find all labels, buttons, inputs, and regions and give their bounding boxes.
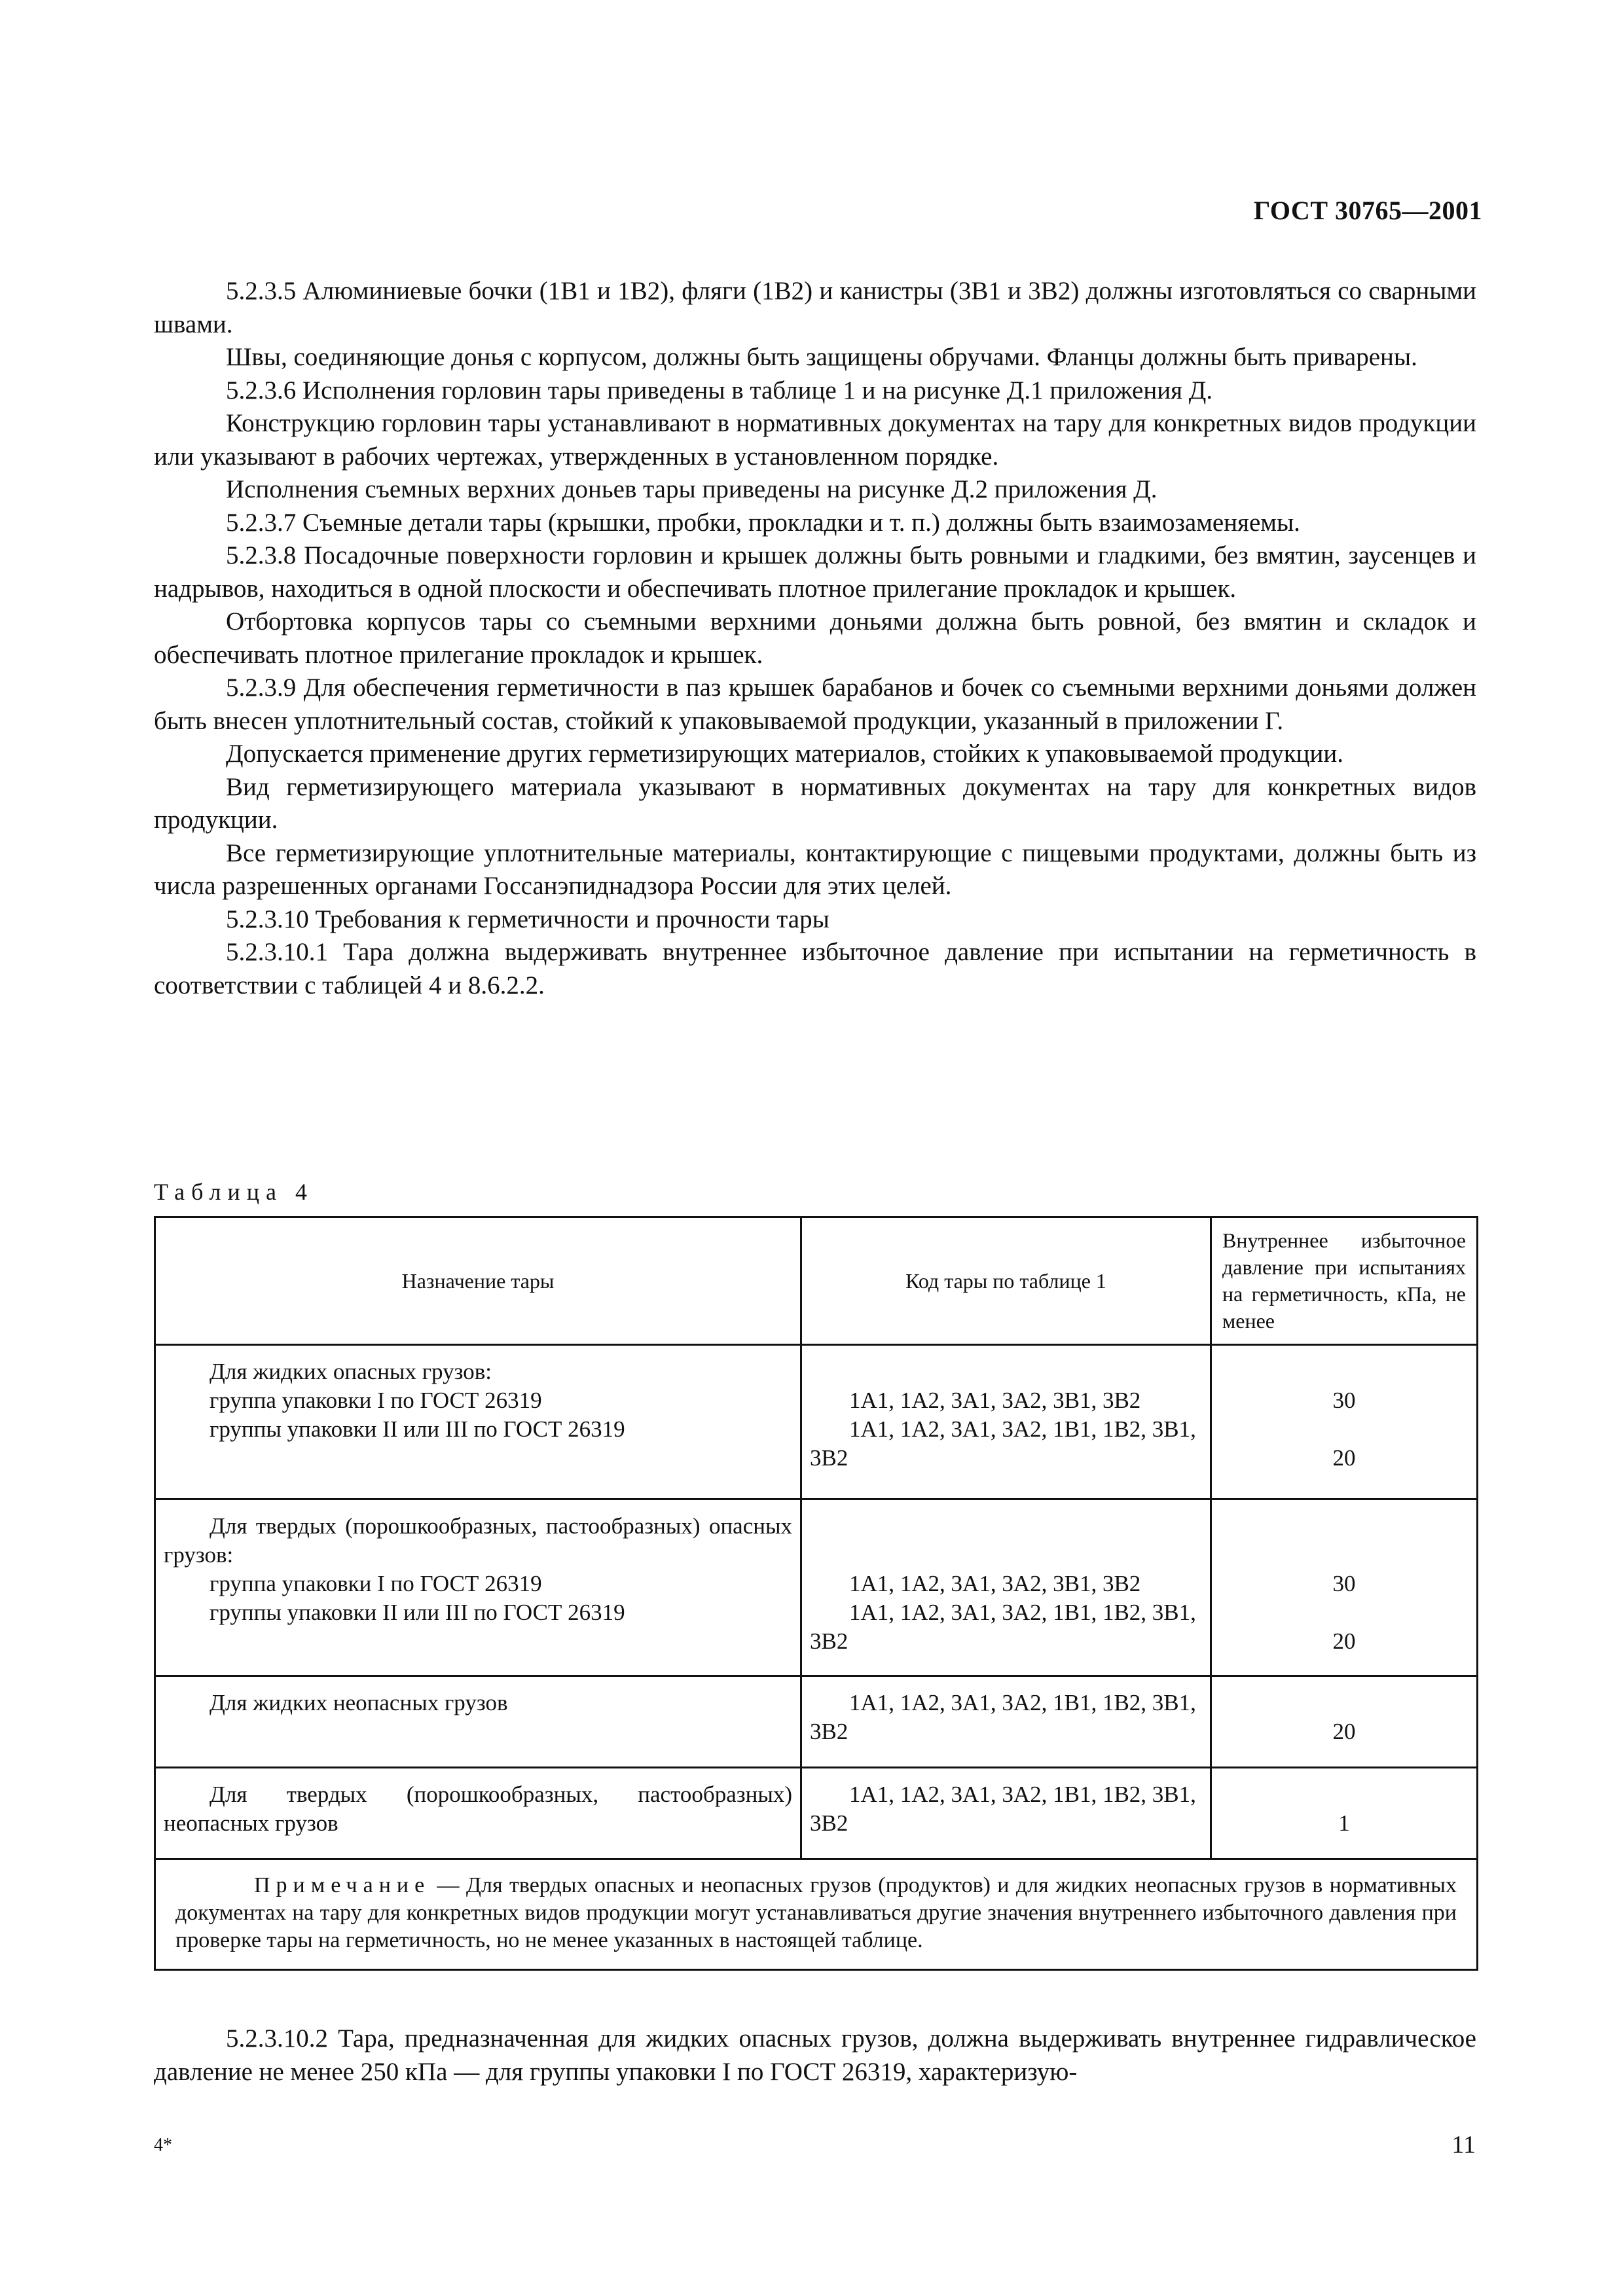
- table-row: [155, 1676, 1478, 1768]
- code-line: 1А1, 1А2, 3А1, 3А2, 1В1, 1В2, 3В1, 3В2: [810, 1782, 1196, 1836]
- purpose-head: Для жидких опасных грузов:: [210, 1359, 492, 1384]
- header-pressure: Внутреннее избыточное давление при испытаниях на герметичность, кПа, не менее: [1211, 1217, 1478, 1345]
- sheet-mark: 4*: [154, 2135, 172, 2155]
- paragraph: Исполнения съемных верхних доньев тары приведены на рисунке Д.2 приложения Д.: [226, 475, 1158, 503]
- code-line: 1А1, 1А2, 3А1, 3А2, 3В1, 3В2: [849, 1388, 1141, 1413]
- code-cell: [801, 1676, 1211, 1768]
- purpose-line: группа упаковки I по ГОСТ 26319: [210, 1571, 542, 1596]
- paragraph: Допускается применение других герметизирующих материалов, стойких к упаковываемой продукции.: [226, 740, 1344, 768]
- table-row: [155, 1499, 1478, 1676]
- code-cell: [801, 1499, 1211, 1676]
- note-text: — Для твердых опасных и неопасных грузов (продуктов) и для жидких неопасных грузов в нормативных документах на тару для конкретных видов продукции могут устанавливаться другие значения внутреннего избыточного давления при проверке тары на герметичность, но не менее указанных в настоящей таблице.: [175, 1873, 1457, 1952]
- pressure-value: 30: [1332, 1388, 1356, 1413]
- paragraph: 5.2.3.9 Для обеспечения герметичности в паз крышек барабанов и бочек со съемными верхними доньями должен быть внесен уплотнительный состав, стойкий к упаковываемой продукции, указанный в приложении Г.: [154, 673, 1476, 735]
- paragraph: Конструкцию горловин тары устанавливают в нормативных документах на тару для конкретных видов продукции или указывают в рабочих чертежах, утвержденных в установленном порядке.: [154, 409, 1476, 471]
- paragraph: 5.2.3.10.1 Тара должна выдерживать внутреннее избыточное давление при испытании на герметичность в соответствии с таблицей 4 и 8.6.2.2.: [154, 938, 1476, 999]
- page-number: 11: [1451, 2131, 1476, 2159]
- value-cell: [1211, 1676, 1478, 1768]
- pressure-table: [154, 1216, 1478, 1971]
- standard-code: ГОСТ 30765—2001: [1253, 196, 1482, 225]
- value-cell: [1211, 1345, 1478, 1499]
- purpose-cell: [155, 1768, 801, 1859]
- table-note-row: [155, 1859, 1478, 1970]
- purpose-line: группа упаковки I по ГОСТ 26319: [210, 1388, 542, 1413]
- table-header-row: [155, 1217, 1478, 1345]
- code-line: 1А1, 1А2, 3А1, 3А2, 3В1, 3В2: [849, 1571, 1141, 1596]
- code-line: 1А1, 1А2, 3А1, 3А2, 1В1, 1В2, 3В1, 3В2: [810, 1690, 1196, 1744]
- paragraph: 5.2.3.5 Алюминиевые бочки (1В1 и 1В2), фляги (1В2) и канистры (3В1 и 3В2) должны изготовляться со сварными швами.: [154, 277, 1476, 338]
- paragraph: Вид герметизирующего материала указывают в нормативных документах на тару для конкретных видов продукции.: [154, 772, 1476, 834]
- purpose-head: Для жидких неопасных грузов: [210, 1690, 508, 1715]
- value-cell: [1211, 1768, 1478, 1859]
- pressure-value: 1: [1338, 1810, 1350, 1836]
- note-label: Примечание: [254, 1873, 431, 1897]
- header-purpose: Назначение тары: [155, 1217, 801, 1345]
- table-row: [155, 1345, 1478, 1499]
- purpose-head: Для твердых (порошкообразных, пастообразных) опасных грузов:: [164, 1513, 792, 1568]
- pressure-value: 20: [1332, 1719, 1356, 1744]
- code-cell: [801, 1768, 1211, 1859]
- purpose-head: Для твердых (порошкообразных, пастообразных) неопасных грузов: [164, 1782, 792, 1836]
- purpose-cell: [155, 1499, 801, 1676]
- purpose-cell: [155, 1676, 801, 1768]
- paragraph: Швы, соединяющие донья с корпусом, должны быть защищены обручами. Фланцы должны быть приварены.: [226, 343, 1417, 371]
- value-cell: [1211, 1499, 1478, 1676]
- code-cell: [801, 1345, 1211, 1499]
- paragraph: 5.2.3.10.2 Тара, предназначенная для жидких опасных грузов, должна выдерживать внутреннее гидравлическое давление не менее 250 кПа — для группы упаковки I по ГОСТ 26319, характеризую-: [154, 2024, 1476, 2086]
- body-text-continued: [154, 2022, 1476, 2089]
- purpose-line: группы упаковки II или III по ГОСТ 26319: [210, 1416, 625, 1442]
- header-code: Код тары по таблице 1: [801, 1217, 1211, 1345]
- paragraph: 5.2.3.6 Исполнения горловин тары приведены в таблице 1 и на рисунке Д.1 приложения Д.: [226, 376, 1213, 404]
- paragraph: 5.2.3.7 Съемные детали тары (крышки, пробки, прокладки и т. п.) должны быть взаимозаменяемы.: [226, 508, 1300, 537]
- pressure-value: 20: [1332, 1628, 1356, 1654]
- code-line: 1А1, 1А2, 3А1, 3А2, 1В1, 1В2, 3В1, 3В2: [810, 1416, 1196, 1471]
- table-caption: Таблица 4: [154, 1179, 314, 1205]
- paragraph: 5.2.3.8 Посадочные поверхности горловин и крышек должны быть ровными и гладкими, без вмятин, заусенцев и надрывов, находиться в одной плоскости и обеспечивать плотное прилегание прокладок и крышек.: [154, 541, 1476, 603]
- purpose-cell: [155, 1345, 801, 1499]
- paragraph: Все герметизирующие уплотнительные материалы, контактирующие с пищевыми продуктами, должны быть из числа разрешенных органами Госсанэпиднадзора России для этих целей.: [154, 838, 1476, 900]
- paragraph: 5.2.3.10 Требования к герметичности и прочности тары: [226, 905, 830, 933]
- body-text: [154, 275, 1476, 1002]
- purpose-line: группы упаковки II или III по ГОСТ 26319: [210, 1600, 625, 1625]
- code-line: 1А1, 1А2, 3А1, 3А2, 1В1, 1В2, 3В1, 3В2: [810, 1600, 1196, 1654]
- pressure-value: 20: [1332, 1445, 1356, 1471]
- table-note: [155, 1859, 1478, 1970]
- pressure-value: 30: [1332, 1571, 1356, 1596]
- paragraph: Отбортовка корпусов тары со съемными верхними доньями должна быть ровной, без вмятин и складок и обеспечивать плотное прилегание прокладок и крышек.: [154, 607, 1476, 669]
- table-row: [155, 1768, 1478, 1859]
